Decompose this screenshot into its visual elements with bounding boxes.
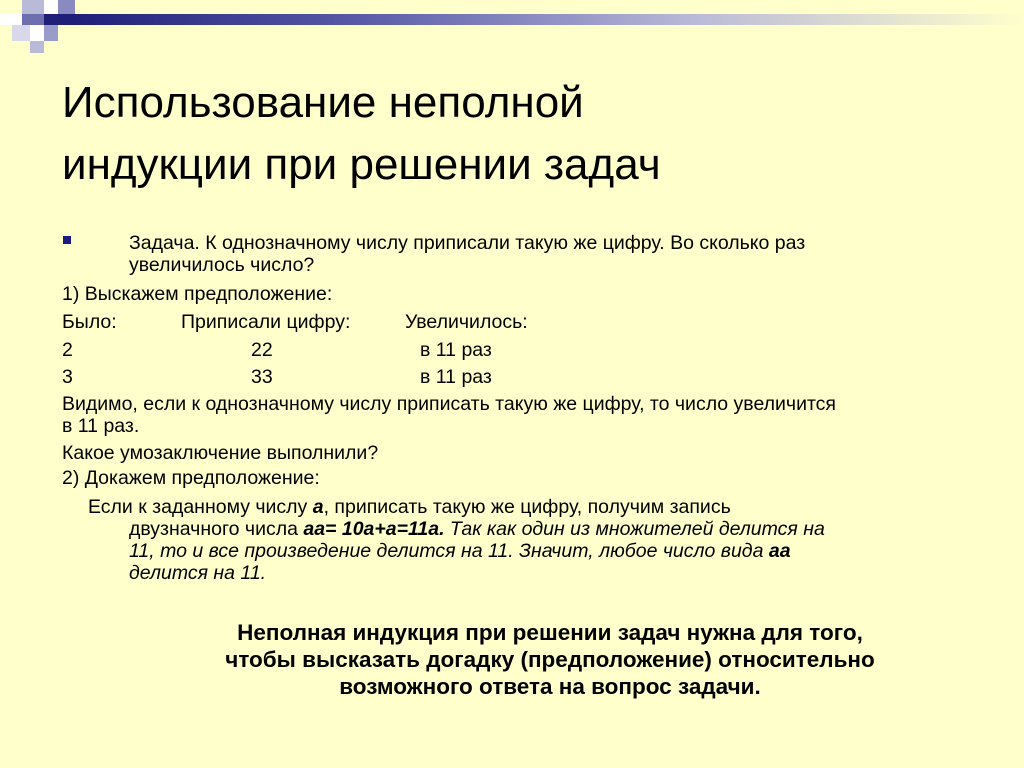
proof-line: делится на 11.: [129, 562, 267, 584]
title-line: Использование неполной: [62, 78, 584, 127]
table-cell: 2: [62, 339, 73, 361]
task-text: Задача. К однозначному числу приписали такую же цифру. Во сколько раз: [129, 232, 806, 254]
table-cell: в 11 раз: [420, 366, 492, 388]
final-line: чтобы высказать догадку (предположение) относительно: [225, 647, 875, 672]
conclusion-text: в 11 раз.: [62, 415, 140, 437]
task-text: увеличилось число?: [129, 254, 315, 276]
question-text: Какое умозаключение выполнили?: [62, 442, 379, 464]
proof-text: , приписать такую же цифру, получим запись: [323, 496, 731, 518]
proof-text: Так как один из множителей делится на: [444, 518, 825, 540]
table-cell: 22: [251, 339, 273, 361]
square-bullet-icon: [63, 236, 71, 244]
proof-variable: а: [312, 496, 324, 518]
table-header: Приписали цифру:: [181, 311, 351, 333]
proof-text: двузначного числа: [129, 518, 304, 540]
proof-variable: аа: [768, 540, 791, 562]
table-cell: 3: [62, 366, 73, 388]
proof-text: Если к заданному числу: [88, 496, 313, 518]
final-line: Неполная индукция при решении задач нужна для того,: [237, 620, 863, 645]
step-heading: 1) Выскажем предположение:: [62, 283, 333, 305]
table-cell: в 11 раз: [420, 339, 492, 361]
proof-line: [129, 518, 825, 540]
title-line: индукции при решении задач: [62, 140, 661, 189]
proof-text: 11, то и все произведение делится на 11. Значит, любое число вида: [129, 540, 769, 562]
table-header: Увеличилось:: [405, 311, 528, 333]
conclusion-text: Видимо, если к однозначному числу приписать такую же цифру, то число увеличится: [62, 393, 836, 415]
final-conclusion: [110, 619, 990, 700]
step-heading: 2) Докажем предположение:: [62, 467, 320, 489]
table-header: Было:: [62, 311, 117, 333]
proof-line: [88, 496, 731, 518]
proof-formula: аа= 10а+а=11а.: [303, 518, 445, 540]
final-line: возможного ответа на вопрос задачи.: [339, 674, 761, 699]
proof-line: [129, 540, 791, 562]
table-cell: 33: [251, 366, 273, 388]
